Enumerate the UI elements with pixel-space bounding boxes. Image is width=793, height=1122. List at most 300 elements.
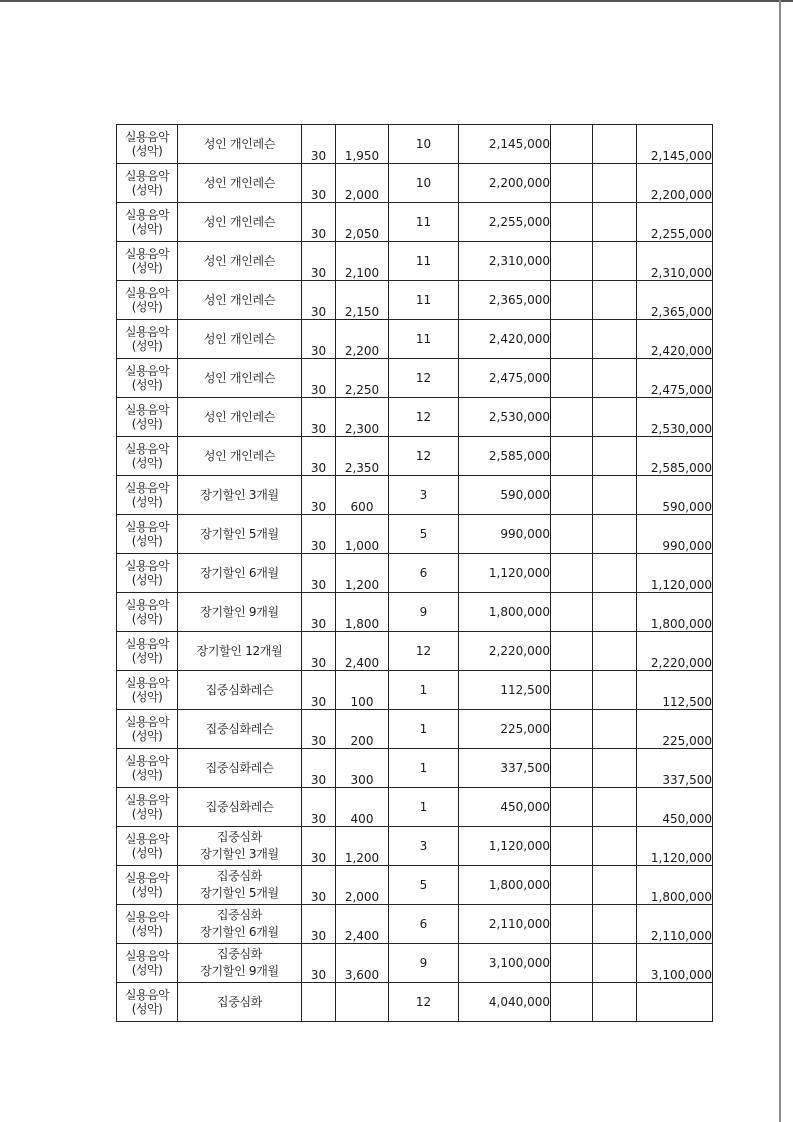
category-line: (성악) (131, 222, 163, 236)
empty-cell (551, 983, 593, 1022)
total-cell: 2,530,000 (637, 398, 713, 437)
price-cell: 2,110,000 (459, 905, 551, 944)
category-line: 실용음악 (124, 832, 170, 846)
minutes-cell: 30 (302, 515, 336, 554)
amount-cell: 2,300 (336, 398, 389, 437)
lesson-name-line: 장기할인 12개월 (196, 644, 283, 658)
table-row (117, 476, 713, 515)
lesson-name-cell (178, 905, 302, 944)
lesson-name-line: 장기할인 6개월 (200, 566, 279, 580)
table-row (117, 359, 713, 398)
table-row (117, 398, 713, 437)
empty-cell (551, 671, 593, 710)
empty-cell (593, 320, 637, 359)
category-line: (성악) (131, 573, 163, 587)
empty-cell (551, 359, 593, 398)
category-cell (117, 125, 178, 164)
table-row (117, 320, 713, 359)
category-line: (성악) (131, 456, 163, 470)
total-cell: 2,145,000 (637, 125, 713, 164)
lesson-name-line: 집중심화 (216, 908, 263, 922)
count-cell: 5 (389, 515, 459, 554)
total-cell: 225,000 (637, 710, 713, 749)
category-cell (117, 437, 178, 476)
minutes-cell: 30 (302, 905, 336, 944)
lesson-name-line: 장기할인 3개월 (200, 488, 279, 502)
empty-cell (593, 398, 637, 437)
count-cell: 3 (389, 827, 459, 866)
category-line: (성악) (131, 846, 163, 860)
category-cell (117, 788, 178, 827)
empty-cell (593, 710, 637, 749)
empty-cell (551, 554, 593, 593)
category-line: 실용음악 (124, 871, 170, 885)
empty-cell (593, 944, 637, 983)
amount-cell: 2,050 (336, 203, 389, 242)
lesson-name-cell (178, 749, 302, 788)
table-row (117, 437, 713, 476)
category-line: 실용음악 (124, 910, 170, 924)
table-row (117, 710, 713, 749)
category-line: 실용음악 (124, 208, 170, 222)
empty-cell (551, 788, 593, 827)
total-cell (637, 983, 713, 1022)
price-cell: 2,310,000 (459, 242, 551, 281)
empty-cell (551, 437, 593, 476)
empty-cell (593, 788, 637, 827)
minutes-cell: 30 (302, 164, 336, 203)
total-cell: 2,585,000 (637, 437, 713, 476)
lesson-name-line: 성인 개인레슨 (203, 137, 276, 151)
minutes-cell: 30 (302, 125, 336, 164)
count-cell: 12 (389, 632, 459, 671)
count-cell: 11 (389, 281, 459, 320)
price-cell: 1,800,000 (459, 593, 551, 632)
category-cell (117, 164, 178, 203)
category-line: (성악) (131, 183, 163, 197)
category-line: 실용음악 (124, 286, 170, 300)
category-line: 실용음악 (124, 169, 170, 183)
category-cell (117, 320, 178, 359)
category-line: (성악) (131, 729, 163, 743)
category-line: (성악) (131, 495, 163, 509)
category-line: 실용음악 (124, 988, 170, 1002)
category-line: (성악) (131, 885, 163, 899)
total-cell: 112,500 (637, 671, 713, 710)
category-cell (117, 944, 178, 983)
table-row (117, 593, 713, 632)
total-cell: 2,110,000 (637, 905, 713, 944)
lesson-name-cell (178, 983, 302, 1022)
category-line: 실용음악 (124, 793, 170, 807)
amount-cell: 1,950 (336, 125, 389, 164)
total-cell: 2,220,000 (637, 632, 713, 671)
minutes-cell: 30 (302, 554, 336, 593)
amount-cell: 3,600 (336, 944, 389, 983)
amount-cell: 1,800 (336, 593, 389, 632)
minutes-cell: 30 (302, 242, 336, 281)
category-line: 실용음악 (124, 676, 170, 690)
empty-cell (593, 437, 637, 476)
empty-cell (551, 905, 593, 944)
empty-cell (551, 398, 593, 437)
category-line: (성악) (131, 924, 163, 938)
category-line: (성악) (131, 963, 163, 977)
lesson-name-cell (178, 320, 302, 359)
table-row (117, 983, 713, 1022)
category-line: (성악) (131, 534, 163, 548)
total-cell: 2,365,000 (637, 281, 713, 320)
table-row (117, 827, 713, 866)
total-cell: 590,000 (637, 476, 713, 515)
minutes-cell: 30 (302, 788, 336, 827)
lesson-name-line: 장기할인 6개월 (200, 925, 279, 939)
minutes-cell: 30 (302, 827, 336, 866)
category-line: 실용음악 (124, 364, 170, 378)
lesson-name-cell (178, 203, 302, 242)
total-cell: 990,000 (637, 515, 713, 554)
category-line: (성악) (131, 1002, 163, 1016)
category-line: (성악) (131, 300, 163, 314)
empty-cell (551, 320, 593, 359)
category-line: (성악) (131, 417, 163, 431)
category-cell (117, 515, 178, 554)
lesson-name-line: 장기할인 9개월 (200, 964, 279, 978)
empty-cell (593, 203, 637, 242)
amount-cell: 2,150 (336, 281, 389, 320)
empty-cell (593, 749, 637, 788)
count-cell: 11 (389, 203, 459, 242)
empty-cell (593, 905, 637, 944)
price-cell: 3,100,000 (459, 944, 551, 983)
minutes-cell: 30 (302, 749, 336, 788)
lesson-name-cell (178, 242, 302, 281)
category-line: 실용음악 (124, 949, 170, 963)
amount-cell: 200 (336, 710, 389, 749)
count-cell: 12 (389, 983, 459, 1022)
category-line: 실용음악 (124, 481, 170, 495)
minutes-cell: 30 (302, 866, 336, 905)
count-cell: 9 (389, 593, 459, 632)
count-cell: 10 (389, 125, 459, 164)
category-line: 실용음악 (124, 637, 170, 651)
category-cell (117, 671, 178, 710)
empty-cell (593, 671, 637, 710)
count-cell: 11 (389, 242, 459, 281)
lesson-name-cell (178, 632, 302, 671)
total-cell: 1,120,000 (637, 827, 713, 866)
lesson-name-line: 성인 개인레슨 (203, 332, 276, 346)
empty-cell (551, 749, 593, 788)
price-cell: 2,365,000 (459, 281, 551, 320)
category-line: 실용음악 (124, 559, 170, 573)
category-cell (117, 905, 178, 944)
lesson-name-line: 장기할인 5개월 (200, 527, 279, 541)
category-line: 실용음악 (124, 442, 170, 456)
price-cell: 2,475,000 (459, 359, 551, 398)
minutes-cell: 30 (302, 281, 336, 320)
amount-cell: 1,000 (336, 515, 389, 554)
amount-cell: 2,250 (336, 359, 389, 398)
table-row (117, 944, 713, 983)
lesson-name-line: 장기할인 3개월 (200, 847, 279, 861)
fee-table-body (117, 125, 713, 1022)
empty-cell (593, 866, 637, 905)
count-cell: 10 (389, 164, 459, 203)
price-cell: 2,145,000 (459, 125, 551, 164)
category-cell (117, 632, 178, 671)
total-cell: 2,310,000 (637, 242, 713, 281)
table-row (117, 788, 713, 827)
total-cell: 337,500 (637, 749, 713, 788)
lesson-name-cell (178, 125, 302, 164)
price-cell: 2,585,000 (459, 437, 551, 476)
lesson-name-line: 집중심화 (216, 830, 263, 844)
amount-cell: 2,200 (336, 320, 389, 359)
minutes-cell (302, 983, 336, 1022)
category-cell (117, 827, 178, 866)
lesson-name-line: 성인 개인레슨 (203, 371, 276, 385)
price-cell: 2,530,000 (459, 398, 551, 437)
lesson-name-cell (178, 671, 302, 710)
table-row (117, 125, 713, 164)
empty-cell (551, 632, 593, 671)
category-line: 실용음악 (124, 520, 170, 534)
lesson-name-cell (178, 944, 302, 983)
amount-cell (336, 983, 389, 1022)
count-cell: 12 (389, 437, 459, 476)
total-cell: 1,120,000 (637, 554, 713, 593)
category-cell (117, 749, 178, 788)
total-cell: 450,000 (637, 788, 713, 827)
category-cell (117, 203, 178, 242)
count-cell: 11 (389, 320, 459, 359)
category-line: (성악) (131, 261, 163, 275)
table-row (117, 866, 713, 905)
empty-cell (551, 515, 593, 554)
empty-cell (593, 827, 637, 866)
total-cell: 2,420,000 (637, 320, 713, 359)
amount-cell: 2,100 (336, 242, 389, 281)
category-cell (117, 710, 178, 749)
lesson-name-line: 집중심화 (216, 995, 263, 1009)
total-cell: 2,475,000 (637, 359, 713, 398)
category-cell (117, 983, 178, 1022)
amount-cell: 2,400 (336, 905, 389, 944)
empty-cell (551, 164, 593, 203)
lesson-name-line: 성인 개인레슨 (203, 176, 276, 190)
price-cell: 590,000 (459, 476, 551, 515)
price-cell: 2,420,000 (459, 320, 551, 359)
lesson-name-line: 성인 개인레슨 (203, 449, 276, 463)
price-cell: 337,500 (459, 749, 551, 788)
category-cell (117, 359, 178, 398)
lesson-name-cell (178, 827, 302, 866)
price-cell: 990,000 (459, 515, 551, 554)
amount-cell: 2,400 (336, 632, 389, 671)
empty-cell (593, 359, 637, 398)
empty-cell (551, 827, 593, 866)
minutes-cell: 30 (302, 710, 336, 749)
category-cell (117, 281, 178, 320)
amount-cell: 600 (336, 476, 389, 515)
empty-cell (551, 944, 593, 983)
empty-cell (551, 281, 593, 320)
category-line: (성악) (131, 651, 163, 665)
lesson-name-line: 성인 개인레슨 (203, 410, 276, 424)
lesson-name-cell (178, 593, 302, 632)
table-row (117, 632, 713, 671)
count-cell: 3 (389, 476, 459, 515)
lesson-name-cell (178, 359, 302, 398)
empty-cell (593, 476, 637, 515)
scan-edge-right (779, 0, 781, 1122)
empty-cell (593, 983, 637, 1022)
empty-cell (551, 710, 593, 749)
price-cell: 112,500 (459, 671, 551, 710)
lesson-name-cell (178, 281, 302, 320)
scan-edge-top (0, 0, 793, 2)
lesson-name-cell (178, 866, 302, 905)
lesson-name-line: 집중심화레슨 (205, 800, 274, 814)
minutes-cell: 30 (302, 671, 336, 710)
empty-cell (551, 242, 593, 281)
total-cell: 1,800,000 (637, 593, 713, 632)
price-cell: 225,000 (459, 710, 551, 749)
category-line: 실용음악 (124, 130, 170, 144)
category-line: (성악) (131, 807, 163, 821)
count-cell: 12 (389, 398, 459, 437)
empty-cell (551, 476, 593, 515)
category-cell (117, 554, 178, 593)
lesson-name-line: 집중심화 (216, 947, 263, 961)
count-cell: 1 (389, 788, 459, 827)
lesson-name-cell (178, 554, 302, 593)
minutes-cell: 30 (302, 944, 336, 983)
empty-cell (551, 203, 593, 242)
table-row (117, 281, 713, 320)
total-cell: 2,200,000 (637, 164, 713, 203)
category-line: 실용음악 (124, 598, 170, 612)
category-line: (성악) (131, 339, 163, 353)
lesson-name-line: 집중심화 (216, 869, 263, 883)
minutes-cell: 30 (302, 593, 336, 632)
empty-cell (551, 593, 593, 632)
category-line: (성악) (131, 612, 163, 626)
category-line: 실용음악 (124, 247, 170, 261)
count-cell: 1 (389, 671, 459, 710)
empty-cell (593, 632, 637, 671)
amount-cell: 1,200 (336, 554, 389, 593)
count-cell: 9 (389, 944, 459, 983)
category-line: (성악) (131, 690, 163, 704)
category-cell (117, 242, 178, 281)
minutes-cell: 30 (302, 632, 336, 671)
lesson-name-line: 성인 개인레슨 (203, 293, 276, 307)
empty-cell (593, 554, 637, 593)
category-cell (117, 476, 178, 515)
total-cell: 3,100,000 (637, 944, 713, 983)
amount-cell: 100 (336, 671, 389, 710)
table-row (117, 671, 713, 710)
table-row (117, 164, 713, 203)
lesson-name-line: 집중심화레슨 (205, 761, 274, 775)
empty-cell (593, 281, 637, 320)
category-line: 실용음악 (124, 715, 170, 729)
empty-cell (551, 125, 593, 164)
category-line: 실용음악 (124, 403, 170, 417)
empty-cell (551, 866, 593, 905)
count-cell: 5 (389, 866, 459, 905)
amount-cell: 1,200 (336, 827, 389, 866)
amount-cell: 2,000 (336, 866, 389, 905)
minutes-cell: 30 (302, 437, 336, 476)
category-cell (117, 593, 178, 632)
minutes-cell: 30 (302, 398, 336, 437)
category-line: 실용음악 (124, 325, 170, 339)
lesson-name-line: 집중심화레슨 (205, 722, 274, 736)
total-cell: 2,255,000 (637, 203, 713, 242)
price-cell: 2,255,000 (459, 203, 551, 242)
lesson-name-line: 장기할인 5개월 (200, 886, 279, 900)
lesson-name-cell (178, 788, 302, 827)
lesson-name-line: 성인 개인레슨 (203, 215, 276, 229)
lesson-name-cell (178, 515, 302, 554)
category-line: 실용음악 (124, 754, 170, 768)
table-row (117, 749, 713, 788)
table-row (117, 242, 713, 281)
count-cell: 6 (389, 905, 459, 944)
table-row (117, 905, 713, 944)
price-cell: 2,220,000 (459, 632, 551, 671)
minutes-cell: 30 (302, 359, 336, 398)
minutes-cell: 30 (302, 203, 336, 242)
category-cell (117, 866, 178, 905)
lesson-name-line: 집중심화레슨 (205, 683, 274, 697)
minutes-cell: 30 (302, 320, 336, 359)
count-cell: 1 (389, 749, 459, 788)
amount-cell: 2,350 (336, 437, 389, 476)
amount-cell: 2,000 (336, 164, 389, 203)
table-row (117, 515, 713, 554)
table-row (117, 554, 713, 593)
empty-cell (593, 593, 637, 632)
fee-table (116, 124, 713, 1022)
price-cell: 1,120,000 (459, 554, 551, 593)
amount-cell: 400 (336, 788, 389, 827)
empty-cell (593, 125, 637, 164)
empty-cell (593, 515, 637, 554)
price-cell: 2,200,000 (459, 164, 551, 203)
minutes-cell: 30 (302, 476, 336, 515)
lesson-name-cell (178, 164, 302, 203)
price-cell: 4,040,000 (459, 983, 551, 1022)
category-line: (성악) (131, 144, 163, 158)
lesson-name-cell (178, 437, 302, 476)
lesson-name-line: 성인 개인레슨 (203, 254, 276, 268)
empty-cell (593, 242, 637, 281)
count-cell: 12 (389, 359, 459, 398)
price-cell: 450,000 (459, 788, 551, 827)
table-row (117, 203, 713, 242)
category-cell (117, 398, 178, 437)
count-cell: 6 (389, 554, 459, 593)
empty-cell (593, 164, 637, 203)
lesson-name-cell (178, 398, 302, 437)
lesson-name-cell (178, 710, 302, 749)
total-cell: 1,800,000 (637, 866, 713, 905)
count-cell: 1 (389, 710, 459, 749)
